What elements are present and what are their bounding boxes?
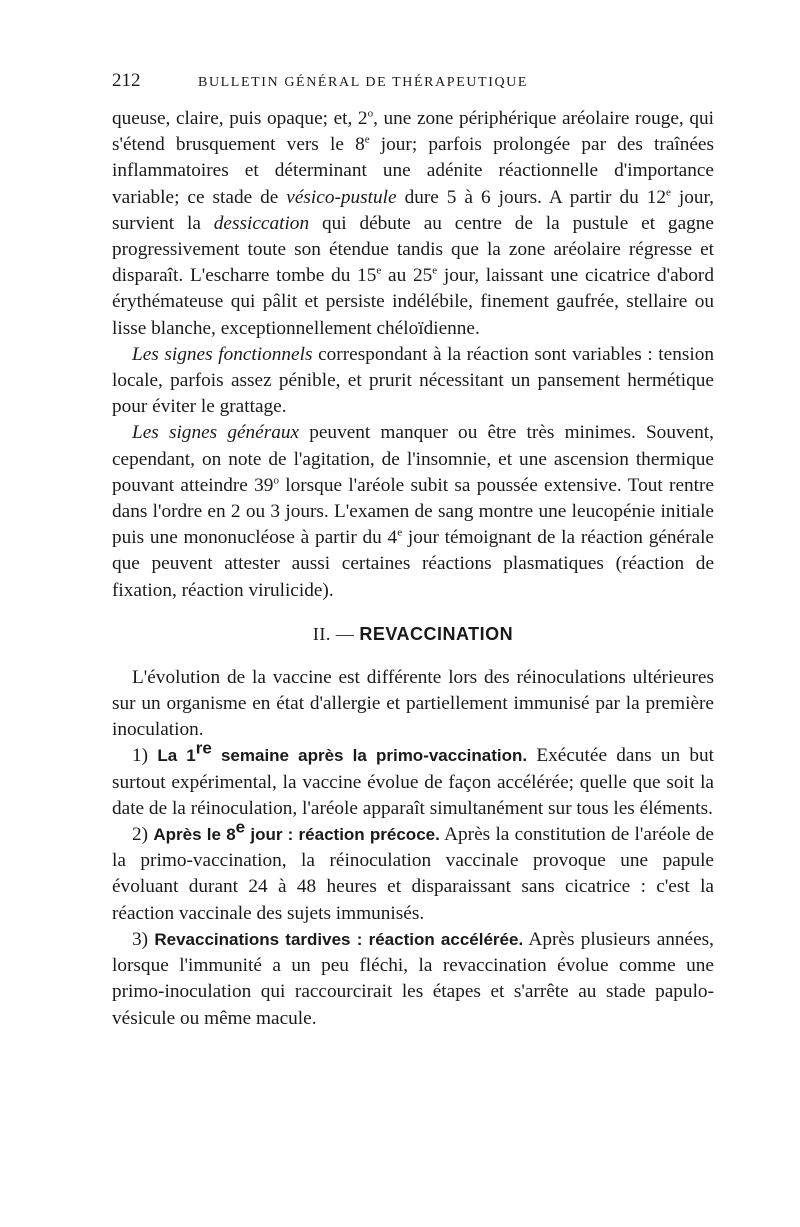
- section-title: REVACCINATION: [359, 623, 514, 644]
- running-header: [112, 70, 714, 92]
- page-number: 212: [112, 70, 141, 91]
- paragraph-signes-generaux: Les signes généraux peuvent manquer ou être très minimes. Souvent, cependant, on note de l'agitation, de l'insomnie, et une ascension thermique pouvant atteindre 39$^o$ lorsque l'aréole subit sa poussée extensive. Tout rentre dans l'ordre en 2 ou 3 jours. L'examen de sang montre une leucopénie initiale puis une mononucléose à partir du 4e jour témoignant de la réaction générale que peuvent attester aussi certaines réactions plasmatiques (réaction de fixation, réaction virulicide).: [112, 422, 714, 601]
- paragraph-signes-fonctionnels: Les signes fonctionnels correspondant à la réaction sont variables : tension locale, parfois assez pénible, et prurit nécessitant un pansement hermétique pour éviter le grattage.: [112, 343, 714, 418]
- paragraph-item-3: 3) Revaccinations tardives : réaction accélérée. Après plusieurs années, lorsque l'immunité a un peu fléchi, la revaccination évolue comme une primo-inoculation qui raccourcirait les étapes et s'arrête au stade papulo-vésicule ou même macule.: [112, 928, 714, 1029]
- journal-title: BULLETIN GÉNÉRAL DE THÉRAPEUTIQUE: [198, 75, 529, 90]
- section-number: II. —: [312, 623, 355, 644]
- paragraph-item-1: 1) La 1re semaine après la primo-vaccination. Exécutée dans un but surtout expérimental, la vaccine évolue de façon accélérée; quelle que soit la date de la réinoculation, l'aréole apparaît simultanément sur tous les éléments.: [112, 739, 714, 819]
- paragraph-item-2: 2) Après le 8e jour : réaction précoce. Après la constitution de l'aréole de la primo-vaccination, la réinoculation vaccinale provoque une papule évoluant durant 24 à 48 heures et disparaissant sans cicatrice : c'est la réaction vaccinale des sujets immunisés.: [112, 817, 714, 924]
- paragraph-vesico-pustule: queuse, claire, puis opaque; et, 2$^o$, une zone périphérique aréolaire rouge, qui s'étend brusquement vers le 8e jour; parfois prolongée par des traînées inflammatoires et déterminant une adénite réactionnelle d'importance variable; ce stade de vésico-pustule dure 5 à 6 jours. A partir du 12e jour, survient la dessiccation qui débute au centre de la pustule et gagne progressivement toute son étendue tandis que la zone aréolaire régresse et disparaît. L'escharre tombe du 15e au 25e jour, laissant une cicatrice d'abord érythémateuse qui pâlit et persiste indélébile, finement gaufrée, stellaire ou lisse blanche, exceptionnellement chéloïdienne.: [112, 107, 714, 339]
- section-heading-revaccination: [112, 624, 714, 645]
- paragraph-intro-revaccination: L'évolution de la vaccine est différente lors des réinoculations ultérieures sur un organisme en état d'allergie et partiellement immunisé par la première inoculation.: [112, 666, 714, 741]
